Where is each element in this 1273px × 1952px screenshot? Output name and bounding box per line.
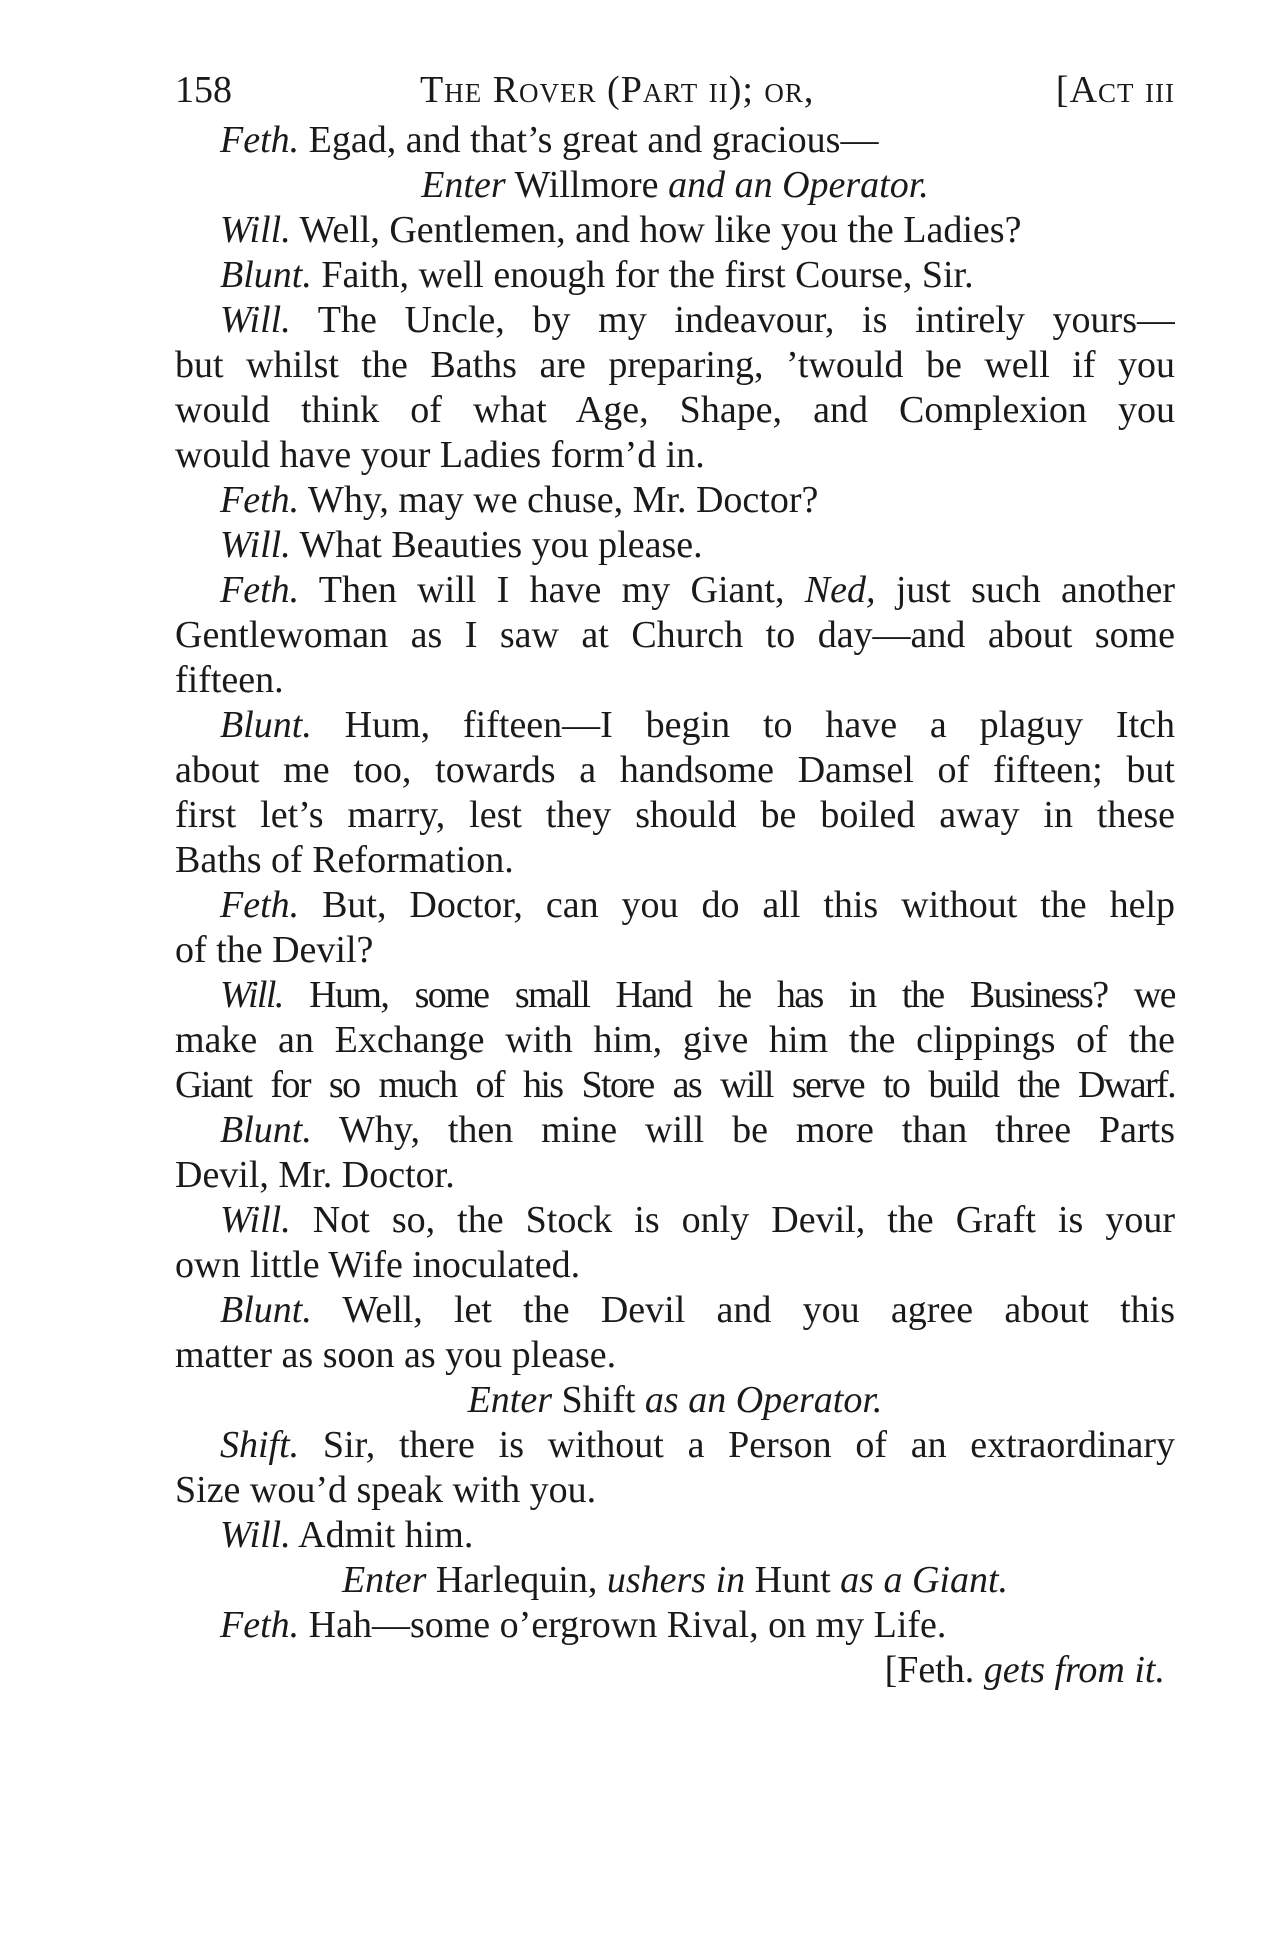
speech-line: [175, 523, 1175, 568]
speaker-name: Will.: [220, 524, 291, 566]
speech-line: [175, 478, 1175, 523]
speech-text: Hah—some o’ergrown Rival, on my Life.: [299, 1604, 947, 1646]
text-line: make an Exchange with him, give him the clippings of the: [175, 1019, 1175, 1061]
text-line: Giant for so much of his Store as will serve to build the Dwarf.: [175, 1064, 1175, 1106]
speech-text: Hum, fifteen—I begin to have a plaguy Itch: [311, 704, 1175, 746]
speech-line: [175, 703, 1175, 748]
running-title: The Rover (Part ii); or,: [420, 69, 815, 111]
text-line: would think of what Age, Shape, and Complexion you: [175, 389, 1175, 431]
speech-line: [175, 253, 1175, 298]
speaker-name: Blunt.: [220, 254, 312, 296]
speech-line: [175, 208, 1175, 253]
speaker-name: Feth.: [220, 569, 300, 611]
speaker-name: Will.: [220, 1199, 291, 1241]
stage-direction-aside: [Feth. gets from it.: [884, 1649, 1165, 1691]
speech-line: [175, 973, 1175, 1018]
text-line: matter as soon as you please.: [175, 1334, 617, 1376]
text-line: Baths of Reformation.: [175, 839, 514, 881]
speech-line: Feth. Then will I have my Giant, Ned, just such another: [220, 569, 1175, 611]
speaker-name: Blunt.: [220, 704, 312, 746]
speaker-name: Will.: [220, 974, 283, 1016]
speech-text: What Beauties you please.: [290, 524, 703, 566]
text-line: Devil, Mr. Doctor.: [175, 1154, 455, 1196]
speaker-name: Feth.: [220, 884, 300, 926]
speech-line: [175, 1198, 1175, 1243]
play-text: [175, 118, 1175, 1693]
speaker-name: Will.: [220, 299, 291, 341]
speaker-name: Will.: [220, 1514, 291, 1556]
text-line: of the Devil?: [175, 929, 374, 971]
speech-line: [175, 1603, 1175, 1648]
speech-text: Why, may we chuse, Mr. Doctor?: [299, 479, 819, 521]
speech-text: Faith, well enough for the first Course, Sir.: [311, 254, 974, 296]
stage-direction: Enter Willmore and an Operator.: [421, 164, 929, 206]
speech-text: The Uncle, by my indeavour, is intirely yours—: [290, 299, 1175, 341]
speech-text: Sir, there is without a Person of an extraordinary: [299, 1424, 1175, 1466]
speaker-name: Feth.: [220, 479, 300, 521]
character-name: Ned,: [804, 569, 876, 611]
speech-line: [175, 118, 1175, 163]
speech-line: [175, 883, 1175, 928]
text-line: Size wou’d speak with you.: [175, 1469, 597, 1511]
text-line: would have your Ladies form’d in.: [175, 434, 705, 476]
speaker-name: Feth.: [220, 119, 300, 161]
stage-direction: Enter Shift as an Operator.: [467, 1379, 883, 1421]
speaker-name: Blunt.: [220, 1109, 312, 1151]
speech-line: [175, 1513, 1175, 1558]
speech-text: But, Doctor, can you do all this without the help: [299, 884, 1175, 926]
running-header: [175, 68, 1175, 116]
speech-text: Admit him.: [290, 1514, 474, 1556]
stage-direction: Enter Harlequin, ushers in Hunt as a Giant.: [341, 1559, 1009, 1601]
text-line: Gentlewoman as I saw at Church to day—and about some: [175, 614, 1175, 656]
speech-line: [175, 1108, 1175, 1153]
speech-line: [175, 1288, 1175, 1333]
page-number: 158: [175, 69, 232, 111]
text-line: but whilst the Baths are preparing, ’twould be well if you: [175, 344, 1175, 386]
speaker-name: Blunt.: [220, 1289, 312, 1331]
speaker-name: Shift.: [220, 1424, 300, 1466]
text-line: own little Wife inoculated.: [175, 1244, 581, 1286]
speech-text: Egad, and that’s great and gracious—: [299, 119, 879, 161]
speech-line: [175, 298, 1175, 343]
speech-text: Hum, some small Hand he has in the Business? we: [282, 974, 1175, 1016]
speech-line: [175, 1423, 1175, 1468]
speech-text: Why, then mine will be more than three Parts: [311, 1109, 1175, 1151]
speech-text: Well, let the Devil and you agree about this: [311, 1289, 1175, 1331]
text-line: about me too, towards a handsome Damsel of fifteen; but: [175, 749, 1175, 791]
speech-text: Well, Gentlemen, and how like you the Ladies?: [290, 209, 1022, 251]
speech-text: Not so, the Stock is only Devil, the Graft is your: [290, 1199, 1175, 1241]
text-line: fifteen.: [175, 659, 284, 701]
speaker-name: Feth.: [220, 1604, 300, 1646]
speaker-name: Will.: [220, 209, 291, 251]
act-marker: [Act iii: [1055, 69, 1175, 111]
text-line: first let’s marry, lest they should be boiled away in these: [175, 794, 1175, 836]
